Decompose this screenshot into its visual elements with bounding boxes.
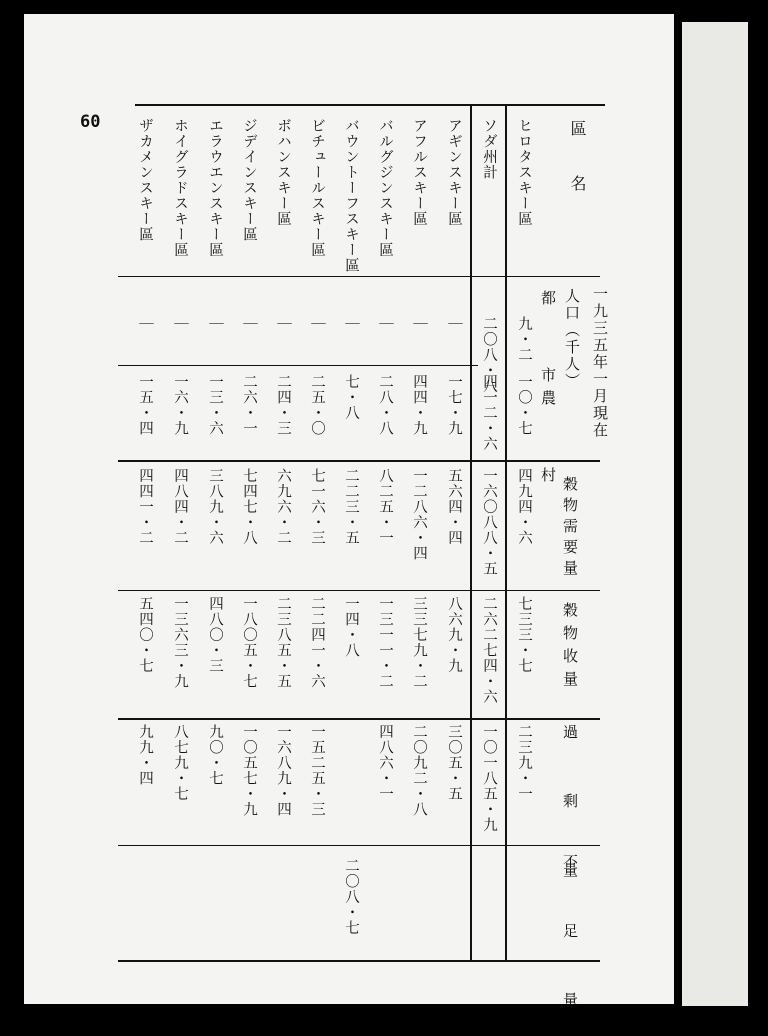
rural-population: 一六・九	[172, 374, 188, 436]
grain-harvest: 七三三・七	[516, 596, 532, 674]
surplus: 一〇五七・九	[241, 724, 257, 817]
surplus: 二三九・一	[516, 724, 532, 802]
grain-harvest: 一八〇五・七	[241, 596, 257, 689]
district-name: ヒロタスキー區	[516, 118, 532, 227]
surplus: 二〇九二・八	[411, 724, 427, 817]
district-name: ジデインスキー區	[241, 118, 257, 242]
surplus: 九〇・七	[207, 724, 223, 786]
surplus: 一六八九・四	[275, 724, 291, 817]
table-top-rule	[135, 104, 605, 106]
district-name: エラウエンスキー區	[207, 118, 223, 258]
header-population-line1: 一九三五年一月現在	[591, 286, 609, 439]
urban-population: ｜	[137, 316, 153, 332]
district-name: バウントーフスキー區	[343, 118, 359, 273]
table-bottom-rule	[118, 960, 600, 962]
district-name: ザカメンスキー區	[137, 118, 153, 242]
urban-population: ｜	[446, 316, 462, 332]
grain-harvest: 一三六三・九	[172, 596, 188, 689]
page-number: 60	[80, 112, 101, 132]
grain-demand: 五六四・四	[446, 468, 462, 546]
urban-population: ｜	[275, 316, 291, 332]
rural-population: 一〇・七	[516, 374, 532, 436]
deficit: 二〇八・七	[343, 858, 359, 936]
district-name: アギンスキー區	[446, 118, 462, 227]
rural-population: 四四・九	[411, 374, 427, 436]
district-name: ソダ州計	[481, 118, 497, 180]
district-name: ホイグラドスキー區	[172, 118, 188, 258]
rural-population: 二八・八	[377, 374, 393, 436]
urban-population: ｜	[309, 316, 325, 332]
rural-population: 一三・六	[207, 374, 223, 436]
grain-harvest: 二三八五・五	[275, 596, 291, 689]
header-population-line2: 人口（千人）	[563, 288, 581, 390]
urban-population: 九・二	[516, 316, 532, 363]
urban-population: ｜	[241, 316, 257, 332]
surplus: 一五二五・三	[309, 724, 325, 817]
rule-surplus-col	[118, 845, 600, 846]
urban-population: 二〇八・八	[481, 316, 497, 394]
header-rural: 農 村	[539, 390, 557, 504]
grain-harvest: 二二四一・六	[309, 596, 325, 689]
district-name: アフルスキー區	[411, 118, 427, 227]
grain-demand: 四八四・二	[172, 468, 188, 546]
rural-population: 一七・九	[446, 374, 462, 436]
grain-demand: 七四七・八	[241, 468, 257, 546]
grain-harvest: 二六二七四・六	[481, 596, 497, 705]
header-district: 區 名	[568, 120, 587, 201]
rural-population: 二五・〇	[309, 374, 325, 436]
header-grain-harvest: 穀物收量	[561, 602, 579, 694]
district-name: ボハンスキー區	[275, 118, 291, 227]
rural-population: 一五・四	[137, 374, 153, 436]
grain-demand: 二二三・五	[343, 468, 359, 546]
grain-harvest: 三三七九・二	[411, 596, 427, 689]
urban-population: ｜	[411, 316, 427, 332]
header-deficit: 不 足 量	[561, 854, 579, 1025]
grain-demand: 四九四・六	[516, 468, 532, 546]
grain-demand: 一六〇八八・五	[481, 468, 497, 577]
grain-harvest: 五四〇・七	[137, 596, 153, 674]
urban-population: ｜	[377, 316, 393, 332]
urban-population: ｜	[343, 316, 359, 332]
rule-demand-col	[118, 590, 600, 591]
grain-harvest: 一四・八	[343, 596, 359, 658]
grain-demand: 七一六・三	[309, 468, 325, 546]
grain-harvest: 一三一一・二	[377, 596, 393, 689]
surplus: 八七九・七	[172, 724, 188, 802]
district-name: ビチュールスキー區	[309, 118, 325, 258]
grain-demand: 四四一・二	[137, 468, 153, 546]
grain-demand: 六九六・二	[275, 468, 291, 546]
rural-population: 二四・三	[275, 374, 291, 436]
header-urban: 都 市	[539, 290, 557, 404]
rural-population: 四一二・六	[481, 374, 497, 452]
header-grain-demand: 穀物需要量	[561, 476, 579, 581]
rule-urban-col	[118, 365, 478, 366]
grain-demand: 八二五・一	[377, 468, 393, 546]
surplus: 四八六・一	[377, 724, 393, 802]
adjacent-page-edge	[682, 22, 748, 1006]
urban-population: ｜	[207, 316, 223, 332]
rural-population: 二六・一	[241, 374, 257, 436]
grain-demand: 一二八六・四	[411, 468, 427, 561]
rural-population: 七・八	[343, 374, 359, 421]
surplus: 三〇五・五	[446, 724, 462, 802]
rule-harvest-col	[118, 718, 600, 720]
grain-demand: 三八九・六	[207, 468, 223, 546]
header-surplus: 過 剩 量	[561, 724, 579, 895]
rule-name-col	[118, 276, 600, 277]
surplus: 一〇一八五・九	[481, 724, 497, 833]
urban-population: ｜	[172, 316, 188, 332]
rule-population-col	[118, 460, 600, 462]
district-name: バルグジンスキー區	[377, 118, 393, 258]
surplus: 九九・四	[137, 724, 153, 786]
grain-harvest: 八六九・九	[446, 596, 462, 674]
grain-harvest: 四八〇・三	[207, 596, 223, 674]
